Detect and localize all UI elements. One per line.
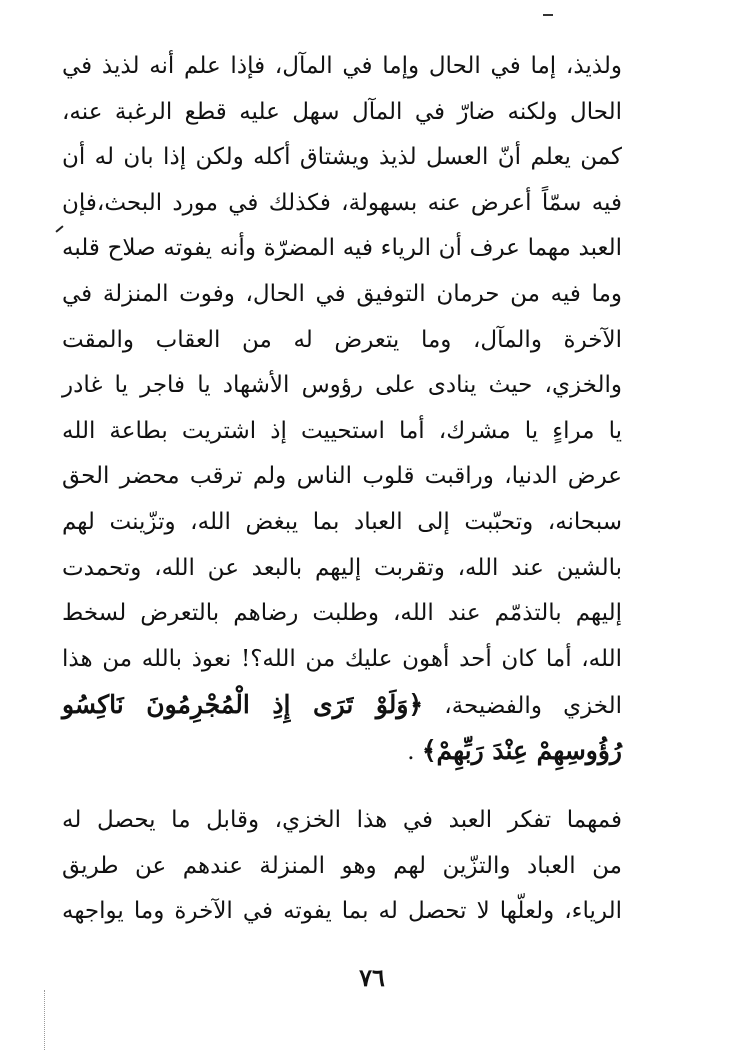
text-line: الرياء، ولعلّها لا تحصل له بما يفوته في الآخرة وما يواجهه [62, 898, 622, 925]
paragraph-main [62, 44, 622, 774]
quran-line-2 [62, 728, 622, 774]
text-line: ولذيذ، إما في الحال وإما في المآل، فإذا علم أنه لذيذ في [62, 53, 622, 79]
header-dash [543, 14, 553, 16]
quran-verse-part-2: رُؤُوسِهِمْ عِنْدَ رَبِّهِمْ﴾ [421, 735, 622, 765]
text-line: وما فيه من حرمان التوفيق في الحال، وفوت المنزلة في [62, 280, 622, 307]
text-line: العبد مهما عرف أن الرياء فيه المضرّة وأنه يفوته صلاح قلبه [62, 235, 622, 262]
text-line: إليهم بالتذمّم عند الله، وطلبت رضاهم بالتعرض لسخط [62, 600, 622, 627]
quran-line-1 [62, 682, 622, 728]
text-line: فيه سمّاً أعرض عنه بسهولة، فكذلك في مورد البحث،فإن [62, 189, 622, 216]
text-line: الله، أما كان أحد أهون عليك من الله؟! نعوذ بالله من هذا [62, 645, 622, 672]
text-line: فمهما تفكر العبد في هذا الخزي، وقابل ما يحصل له [62, 807, 622, 833]
quran-verse-part-1: ﴿وَلَوْ تَرَى إِذِ الْمُجْرِمُونَ نَاكِسُو [62, 690, 424, 720]
quran-end-punctuation: . [407, 738, 415, 765]
text-line: الحال ولكنه ضارّ في المآل سهل عليه قطع الرغبة عنه، [62, 98, 622, 125]
text-line: والخزي، حيث ينادى على رؤوس الأشهاد يا فاجر يا غادر [62, 372, 622, 399]
text-line: يا مراءٍ يا مشرك، أما استحييت إذ اشتريت بطاعة الله [62, 417, 622, 444]
text-line: كمن يعلم أنّ العسل لذيذ ويشتاق أكله ولكن إذا بان له أن [62, 144, 622, 171]
text-line: عرض الدنيا، وراقبت قلوب الناس ولم ترقب محضر الحق [62, 463, 622, 490]
scan-edge-mark [44, 990, 46, 1050]
quran-intro: الخزي والفضيحة، [444, 693, 623, 720]
paragraph-second [62, 798, 622, 935]
page-number: ٧٦ [359, 963, 385, 992]
text-line: من العباد والتزّين لهم وهو المنزلة عندهم عن طريق [62, 852, 622, 879]
text-line: الآخرة والمآل، وما يتعرض له من العقاب والمقت [62, 326, 622, 353]
text-line: سبحانه، وتحبّبت إلى العباد بما يبغض الله، وتزّينت لهم [62, 508, 622, 535]
text-line: بالشين عند الله، وتقربت إليهم بالبعد عن الله، وتحمدت [62, 554, 622, 581]
